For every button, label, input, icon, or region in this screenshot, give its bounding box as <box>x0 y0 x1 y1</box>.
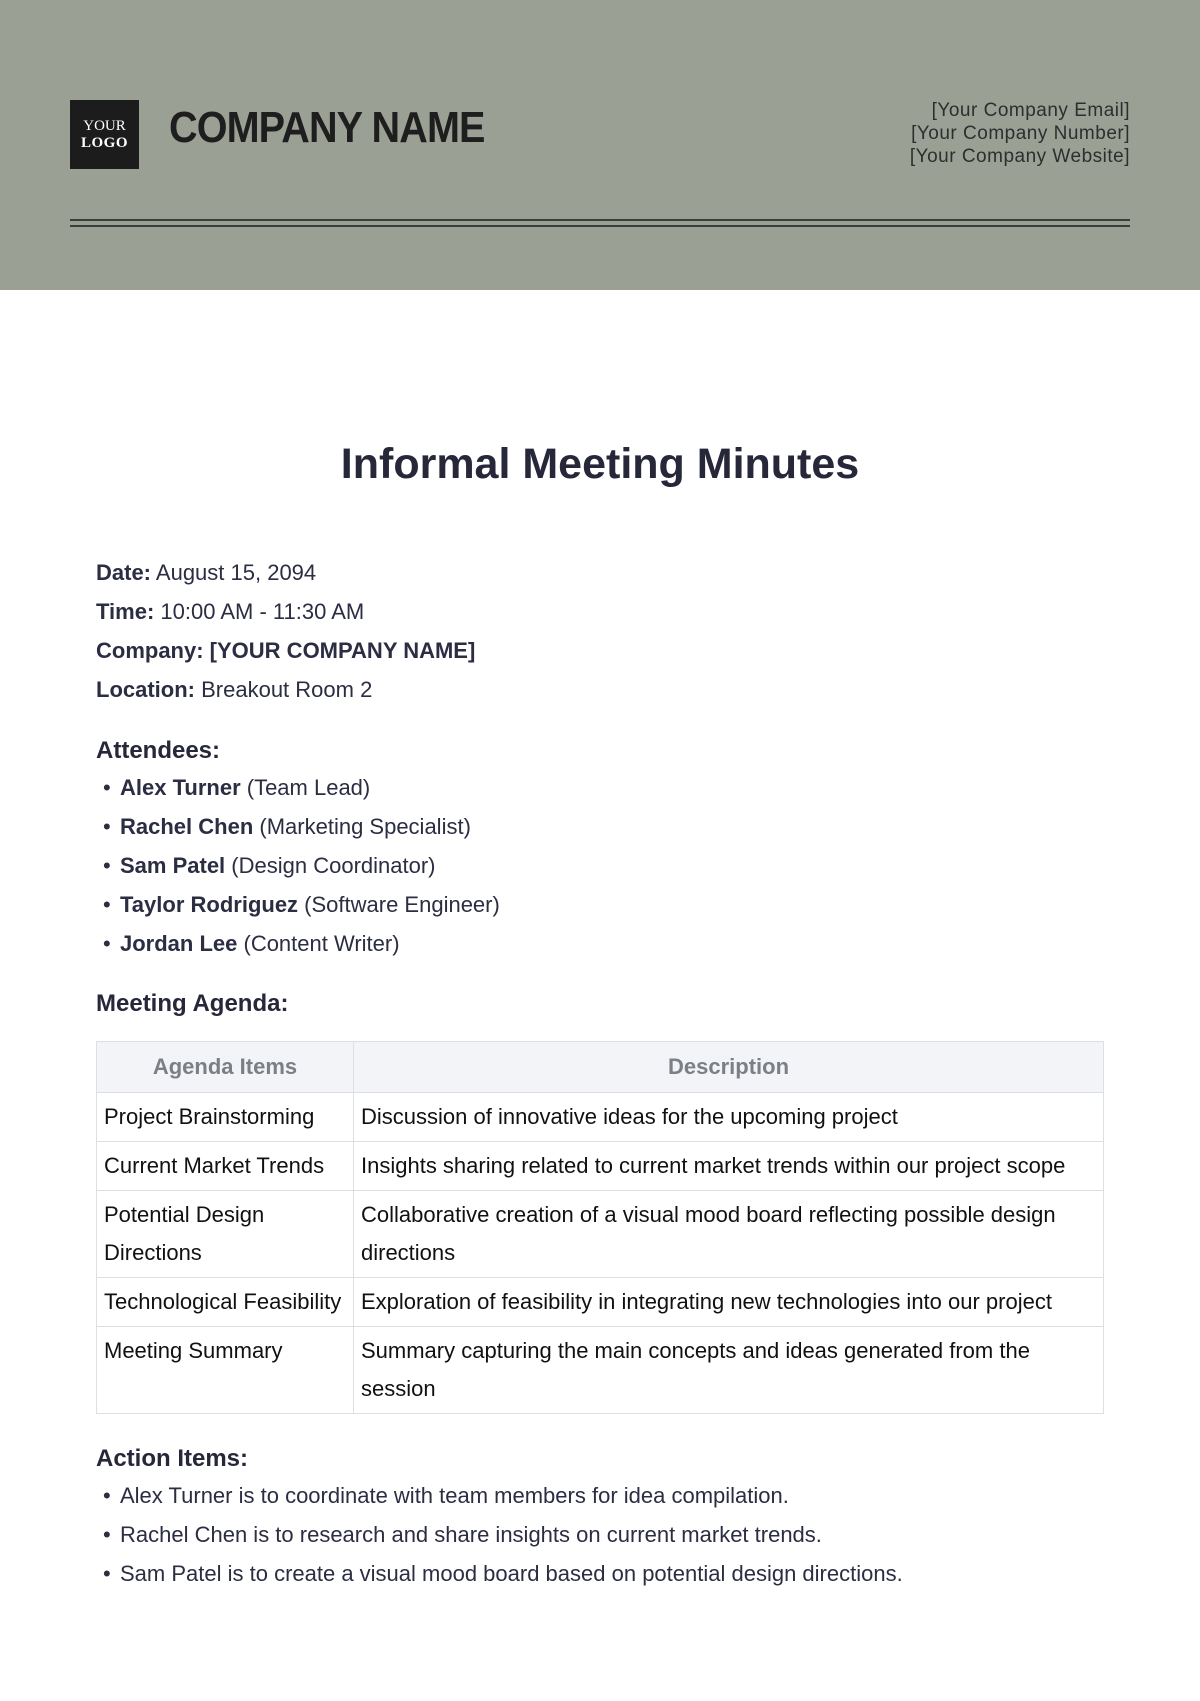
column-header: Agenda Items <box>97 1042 354 1093</box>
header-divider-top <box>70 219 1130 221</box>
meeting-details <box>96 553 1104 709</box>
action-items-list <box>96 1476 1104 1593</box>
agenda-item-cell: Current Market Trends <box>97 1142 354 1191</box>
company-logo <box>70 100 139 169</box>
logo-line-1: YOUR <box>83 117 126 134</box>
action-item: • Rachel Chen is to research and share insights on current market trends. <box>96 1515 1104 1554</box>
description-cell: Insights sharing related to current market trends within our project scope <box>354 1142 1104 1191</box>
attendee-role: (Software Engineer) <box>298 892 500 917</box>
company-contact <box>910 99 1130 168</box>
description-cell: Discussion of innovative ideas for the upcoming project <box>354 1093 1104 1142</box>
document-title: Informal Meeting Minutes <box>340 440 860 488</box>
action-item: • Alex Turner is to coordinate with team members for idea compilation. <box>96 1476 1104 1515</box>
table-row <box>97 1142 1104 1191</box>
document-body <box>96 553 1104 1593</box>
attendee-name: Jordan Lee <box>120 931 238 956</box>
table-row <box>97 1093 1104 1142</box>
company-email: [Your Company Email] <box>931 100 1130 121</box>
agenda-item-cell: Potential Design Directions <box>97 1191 354 1278</box>
attendee-role: (Team Lead) <box>240 775 371 800</box>
attendee-item <box>96 768 1104 807</box>
column-header: Description <box>354 1042 1104 1093</box>
agenda-item-cell: Technological Feasibility <box>97 1278 354 1327</box>
table-header-row <box>97 1042 1104 1093</box>
meta-date <box>96 553 1104 592</box>
page-header <box>0 0 1200 290</box>
header-divider-bottom <box>70 225 1130 227</box>
attendees-heading: Attendees: <box>96 737 221 764</box>
table-row <box>97 1191 1104 1278</box>
attendee-role: (Marketing Specialist) <box>253 814 471 839</box>
attendee-name: Rachel Chen <box>120 814 254 839</box>
agenda-item-cell: Project Brainstorming <box>97 1093 354 1142</box>
meta-value: Breakout Room 2 <box>195 677 373 702</box>
attendees-list <box>96 768 1104 963</box>
attendee-name: Alex Turner <box>120 775 241 800</box>
agenda-table <box>96 1041 1104 1414</box>
company-name: COMPANY NAME <box>169 103 485 152</box>
description-cell: Exploration of feasibility in integrating new technologies into our project <box>354 1278 1104 1327</box>
meta-location <box>96 670 1104 709</box>
meta-label: Date: <box>96 560 152 585</box>
meta-value: [YOUR COMPANY NAME] <box>203 638 476 663</box>
meta-time <box>96 592 1104 631</box>
attendee-item <box>96 924 1104 963</box>
attendee-role: (Design Coordinator) <box>225 853 436 878</box>
attendee-item <box>96 846 1104 885</box>
agenda-item-cell: Meeting Summary <box>97 1327 354 1414</box>
description-cell: Summary capturing the main concepts and ideas generated from the session <box>354 1327 1104 1414</box>
attendee-role: (Content Writer) <box>237 931 400 956</box>
table-row <box>97 1327 1104 1414</box>
meta-label: Company: <box>96 638 204 663</box>
meta-label: Time: <box>96 599 155 624</box>
attendee-item <box>96 807 1104 846</box>
description-cell: Collaborative creation of a visual mood board reflecting possible design directions <box>354 1191 1104 1278</box>
company-website: [Your Company Website] <box>909 146 1130 167</box>
action-items-heading: Action Items: <box>96 1445 249 1472</box>
meta-value: August 15, 2094 <box>151 560 317 585</box>
table-row <box>97 1278 1104 1327</box>
meta-company <box>96 631 1104 670</box>
logo-line-2: LOGO <box>80 134 128 151</box>
agenda-heading: Meeting Agenda: <box>96 990 289 1017</box>
attendee-name: Sam Patel <box>120 853 226 878</box>
company-number: [Your Company Number] <box>911 123 1130 144</box>
attendee-name: Taylor Rodriguez <box>120 892 299 917</box>
meta-label: Location: <box>96 677 195 702</box>
attendee-item <box>96 885 1104 924</box>
meta-value: 10:00 AM - 11:30 AM <box>154 599 365 624</box>
action-item: • Sam Patel is to create a visual mood board based on potential design directions. <box>96 1554 1104 1593</box>
